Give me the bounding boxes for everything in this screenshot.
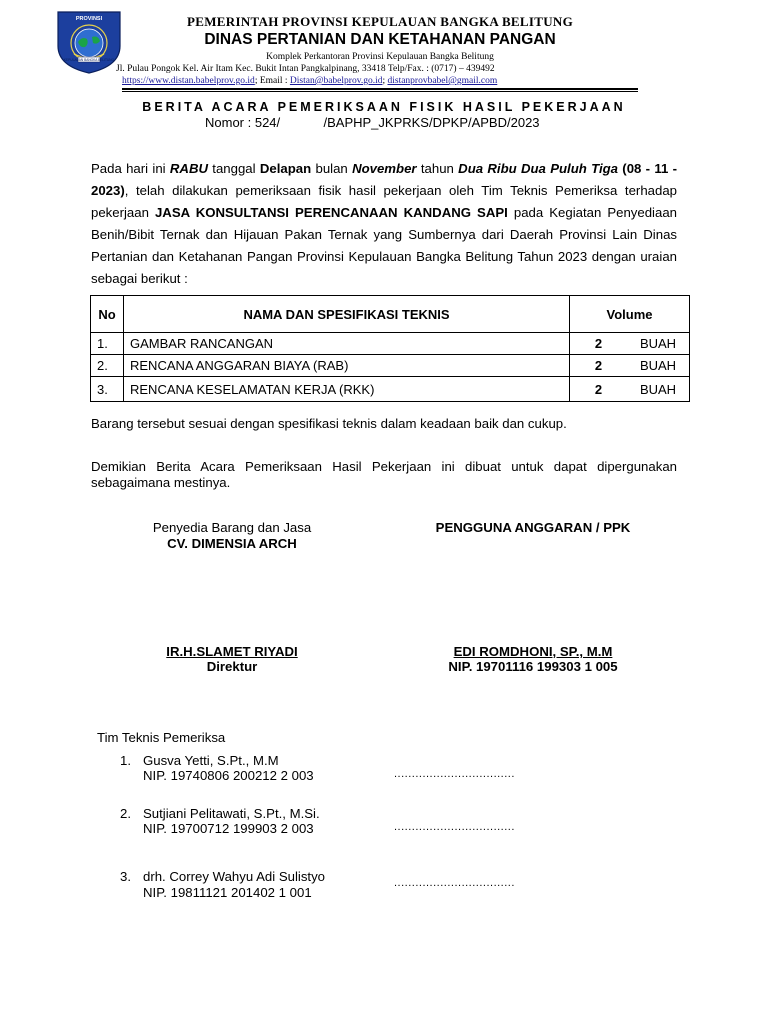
letterhead-contacts — [122, 75, 630, 87]
closing-text: Demikian Berita Acara Pemeriksaan Hasil Pekerjaan ini dibuat untuk dapat dipergunakan sebagaimana mestinya. — [91, 459, 677, 490]
table-header-row — [91, 296, 690, 333]
member-number: 1. — [120, 753, 131, 768]
intro-year: Dua Ribu Dua Puluh Tiga — [458, 161, 618, 176]
provider-role: Penyedia Barang dan Jasa — [152, 520, 312, 535]
intro-text-1: Pada hari ini — [91, 161, 170, 176]
intro-text-4: tahun — [416, 161, 459, 176]
email-separator: ; — [382, 76, 388, 86]
letterhead-government: PEMERINTAH PROVINSI KEPULAUAN BANGKA BELITUNG — [187, 14, 573, 29]
table-row — [91, 377, 690, 402]
row-unit: BUAH — [627, 333, 690, 355]
member-signature-line: .................................. — [394, 821, 515, 833]
member-name: drh. Correy Wahyu Adi Sulistyo — [143, 869, 326, 884]
user-signatory-name: EDI ROMDHONI, SP., M.M — [453, 644, 613, 659]
row-qty: 2 — [570, 333, 628, 355]
row-name: GAMBAR RANCANGAN — [124, 333, 570, 355]
member-signature-line: .................................. — [394, 768, 515, 780]
letterhead-complex: Komplek Perkantoran Provinsi Kepulauan Bangka Belitung — [266, 52, 494, 62]
email-link[interactable]: Distan@babelprov.go.id — [289, 76, 383, 86]
logo-ring-text: KEPULAUAN BANGKA BELITUNG — [63, 58, 115, 62]
intro-date: Delapan — [259, 161, 312, 176]
row-no: 3. — [91, 377, 124, 402]
provider-company: CV. DIMENSIA ARCH — [167, 536, 297, 551]
intro-text-5: , telah dilakukan pemeriksaan fisik hasil pekerjaan oleh Tim Teknis Pemeriksa terhadap pekerjaan — [91, 183, 677, 220]
table-row — [91, 355, 690, 377]
member-nip: NIP. 19700712 199903 2 003 — [143, 821, 314, 836]
row-unit: BUAH — [627, 377, 690, 402]
intro-date-numeric: (08 - 11 - 2023) — [91, 161, 677, 198]
letterhead — [116, 14, 630, 87]
member-signature-line: .................................. — [394, 877, 515, 889]
member-name: Sutjiani Pelitawati, S.Pt., M.Si. — [143, 806, 320, 821]
row-no: 2. — [91, 355, 124, 377]
row-name: RENCANA KESELAMATAN KERJA (RKK) — [124, 377, 570, 402]
province-logo — [56, 10, 122, 74]
letterhead-agency: DINAS PERTANIAN DAN KETAHANAN PANGAN — [204, 31, 556, 48]
table-row — [91, 333, 690, 355]
header-volume: Volume — [570, 296, 690, 333]
document-number: Nomor : 524/ /BAPHP_JKPRKS/DPKP/APBD/2023 — [205, 115, 540, 130]
intro-job: JASA KONSULTANSI PERENCANAAN KANDANG SAPI — [154, 205, 508, 220]
row-qty: 2 — [570, 355, 628, 377]
intro-text-6: pada Kegiatan Penyediaan Benih/Bibit Ternak dan Hijauan Pakan Ternak yang Sumbernya dari Daerah Provinsi Lain Dinas Pertanian dan Ketahanan Pangan Provinsi Kepulauan Bangka Belitung Tahun 2023 dengan uraian sebagai berikut : — [91, 205, 677, 286]
email-label: ; Email : — [254, 76, 290, 86]
intro-text-3: bulan — [311, 161, 353, 176]
team-heading: Tim Teknis Pemeriksa — [97, 730, 226, 745]
row-no: 1. — [91, 333, 124, 355]
intro-text-2: tanggal — [208, 161, 260, 176]
intro-day: RABU — [169, 161, 208, 176]
user-signatory-nip: NIP. 19701116 199303 1 005 — [448, 659, 618, 674]
row-name: RENCANA ANGGARAN BIAYA (RAB) — [124, 355, 570, 377]
header-name: NAMA DAN SPESIFIKASI TEKNIS — [124, 296, 570, 333]
member-number: 3. — [120, 869, 131, 884]
member-number: 2. — [120, 806, 131, 821]
letterhead-rule-thin — [122, 91, 638, 92]
header-no: No — [91, 296, 124, 333]
statement-text: Barang tersebut sesuai dengan spesifikasi teknis dalam keadaan baik dan cukup. — [91, 416, 567, 431]
logo-top-text: PROVINSI — [75, 16, 103, 22]
intro-paragraph — [91, 158, 677, 290]
letterhead-rule-thick — [122, 88, 638, 90]
member-nip: NIP. 19740806 200212 2 003 — [143, 768, 314, 783]
user-role: PENGGUNA ANGGARAN / PPK — [435, 520, 631, 535]
website-link[interactable]: https://www.distan.babelprov.go.id — [122, 76, 255, 86]
spec-table — [90, 295, 690, 402]
document-title: BERITA ACARA PEMERIKSAAN FISIK HASIL PEKERJAAN — [142, 100, 626, 114]
letterhead-address: Jl. Pulau Pongok Kel. Air Itam Kec. Bukit Intan Pangkalpinang, 33418 Telp/Fax. : (0717) – 439492 — [116, 64, 495, 74]
row-unit: BUAH — [627, 355, 690, 377]
provider-signatory-title: Direktur — [206, 659, 258, 674]
intro-month: November — [352, 161, 417, 176]
email2-link[interactable]: distanprovbabel@gmail.com — [387, 76, 498, 86]
row-qty: 2 — [570, 377, 628, 402]
member-name: Gusva Yetti, S.Pt., M.M — [143, 753, 279, 768]
provider-signatory-name: IR.H.SLAMET RIYADI — [166, 644, 298, 659]
member-nip: NIP. 19811121 201402 1 001 — [143, 885, 312, 900]
